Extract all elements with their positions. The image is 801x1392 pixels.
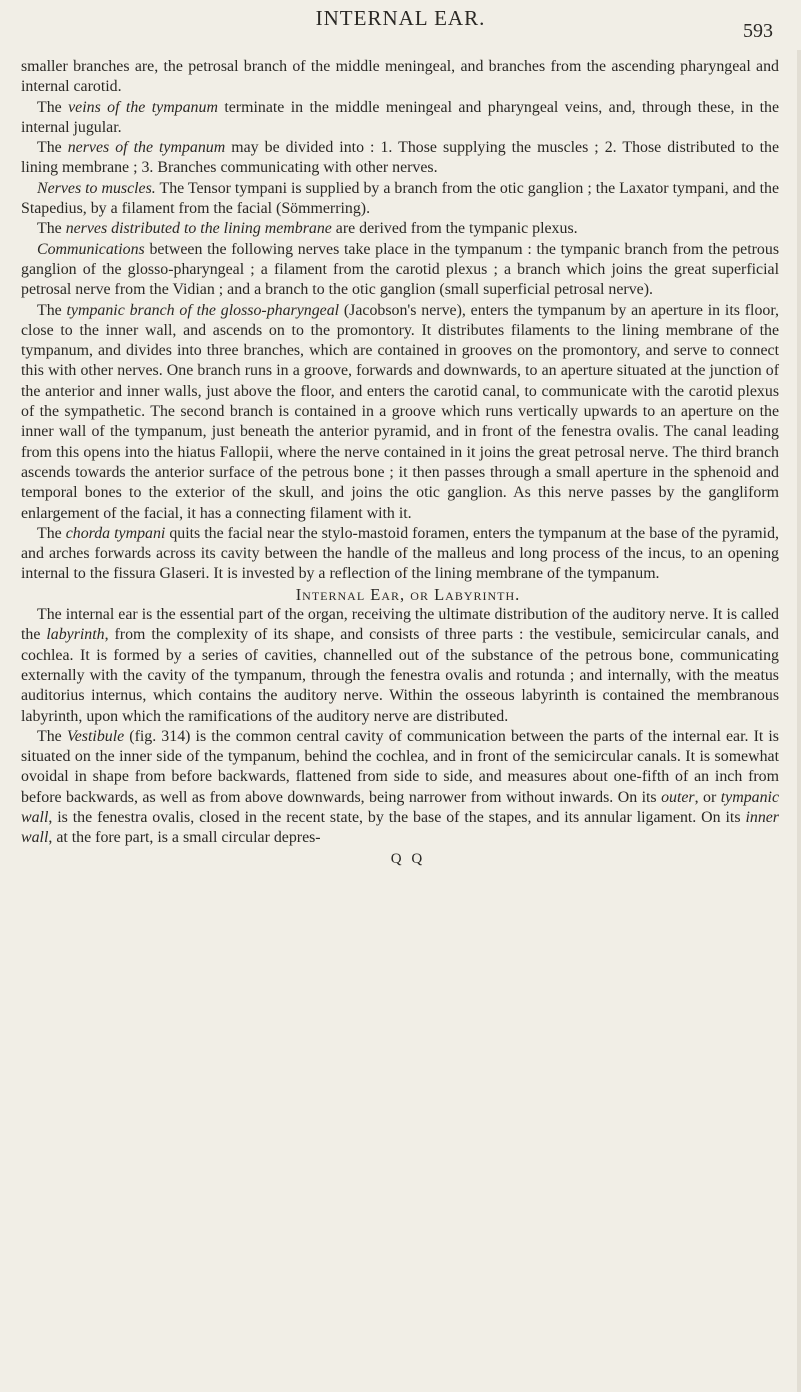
paragraph-communications xyxy=(21,240,779,301)
italic-term: Vestibule xyxy=(66,727,125,745)
paragraph-lining-membrane-nerves xyxy=(21,219,779,239)
text-run: The internal ear is the essential part of the organ, receiving the ultimate distribution of the auditory nerve. It is called the xyxy=(21,606,779,644)
paragraph-veins-of-tympanum xyxy=(21,98,779,139)
paragraph-nerves-of-tympanum xyxy=(21,138,779,179)
text-run: (fig. 314) is the common central cavity of communication between the parts of the internal ear. It is situated on the inner side of the tympanum, behind the cochlea, and in front of the semicircular canals. It is somewhat ovoidal in shape from before backwards, flattened from side to side, and measures about one-fifth of an inch from before backwards, as well as from above downwards, being narrower from without inwards. On its xyxy=(21,727,779,806)
paragraph-tympanic-branch xyxy=(21,301,779,524)
body-text xyxy=(21,57,779,869)
italic-term: veins of the tympanum xyxy=(68,98,218,116)
text-run: , at the fore part, is a small circular depres- xyxy=(48,829,321,847)
italic-term: Communications xyxy=(37,240,145,258)
text-run: may be divided into : 1. Those supplying the muscles ; 2. Those distributed to the lining membrane ; 3. Branches communicating with other nerves. xyxy=(21,139,779,177)
text-run: terminate in the middle meningeal and pharyngeal veins, and, through these, in the internal jugular. xyxy=(21,98,779,136)
paragraph-continued xyxy=(21,57,779,98)
text-run: The xyxy=(37,98,69,116)
running-head: INTERNAL EAR. xyxy=(315,6,486,30)
page-number: 593 xyxy=(743,20,773,42)
italic-term: nerves distributed to the lining membrane xyxy=(65,220,332,238)
italic-term: labyrinth xyxy=(46,626,105,644)
italic-term: Nerves to muscles. xyxy=(37,179,156,197)
text-run: quits the facial near the stylo-mastoid foramen, enters the tympanum at the base of the pyramid, and arches forwards across its cavity between the handle of the malleus and long process of the incus, to an opening internal to the fissura Glaseri. It is invested by a reflection of the lining membrane of the tympanum. xyxy=(21,524,779,583)
signature-mark: Q Q xyxy=(390,850,426,867)
text-run: are derived from the tympanic plexus. xyxy=(331,220,578,238)
text-run: , or xyxy=(694,788,721,806)
text-run: , is the fenestra ovalis, closed in the recent state, by the base of the stapes, and its annular ligament. On its xyxy=(48,808,746,826)
text-run: smaller branches are, the petrosal branch of the middle meningeal, and branches from the ascending pharyngeal and internal carotid. xyxy=(21,58,779,96)
page-edge-shadow xyxy=(797,50,801,1392)
italic-term: tympanic branch of the glosso-pharyngeal xyxy=(66,301,340,319)
italic-term: tympanic wall xyxy=(21,788,779,826)
italic-term: outer xyxy=(661,788,695,806)
paragraph-vestibule xyxy=(21,727,779,849)
text-run: (Jacobson's nerve), enters the tympanum by an aperture in its floor, close to the inner wall, and ascends on to the promontory. It distributes filaments to the lining membrane of the tympanum, and divides into three branches, which are contained in grooves on the promontory, and serve to connect this with other nerves. One branch runs in a groove, forwards and downwards, to an aperture situated at the junction of the anterior and inner walls, just above the floor, and enters the carotid canal, to communicate with the carotid plexus of the sympathetic. The second branch is contained in a groove which runs vertically upwards to an aperture on the inner wall of the tympanum, just beneath the anterior pyramid, and in front of the fenestra ovalis. The canal leading from this opens into the hiatus Fallopii, where the nerve contained in it joins the great petrosal nerve. The third branch ascends towards the anterior surface of the petrous bone ; it then passes through a small aperture in the sphenoid and temporal bones to the exterior of the skull, and joins the otic ganglion. As this nerve passes by the gangliform enlargement of the facial, it has a connecting filament with it. xyxy=(21,301,779,522)
text-run: The xyxy=(37,139,68,157)
paragraph-chorda-tympani xyxy=(21,524,779,585)
paragraph-nerves-to-muscles xyxy=(21,179,779,220)
italic-term: inner wall xyxy=(21,808,779,847)
text-run: The xyxy=(37,524,66,542)
text-run: , from the complexity of its shape, and consists of three parts : the vestibule, semicircular canals, and cochlea. It is formed by a series of cavities, channelled out of the substance of the petrous bone, communicating externally with the cavity of the tympanum, through the fenestra ovalis and rotunda ; and internally, with the meatus auditorius internus, which contains the auditory nerve. Within the osseous labyrinth is contained the membranous labyrinth, upon which the ramifications of the auditory nerve are distributed. xyxy=(21,626,779,725)
paragraph-internal-ear xyxy=(21,605,779,727)
italic-term: chorda tympani xyxy=(65,524,166,542)
section-heading: Internal Ear, or Labyrinth. xyxy=(295,584,521,604)
text-run: The xyxy=(37,727,67,745)
text-run: The Tensor tympani is supplied by a branch from the otic ganglion ; the Laxator tympani, and the Stapedius, by a filament from the facial (Sömmerring). xyxy=(21,179,780,218)
text-run: The xyxy=(37,220,66,238)
text-run: between the following nerves take place in the tympanum : the tympanic branch from the petrous ganglion of the glosso-pharyngeal ; a filament from the carotid plexus ; a branch which joins the great superficial petrosal nerve from the Vidian ; and a branch to the otic ganglion (small superficial petrosal nerve). xyxy=(21,240,779,299)
italic-term: nerves of the tympanum xyxy=(67,139,226,157)
text-run: The xyxy=(37,301,67,319)
